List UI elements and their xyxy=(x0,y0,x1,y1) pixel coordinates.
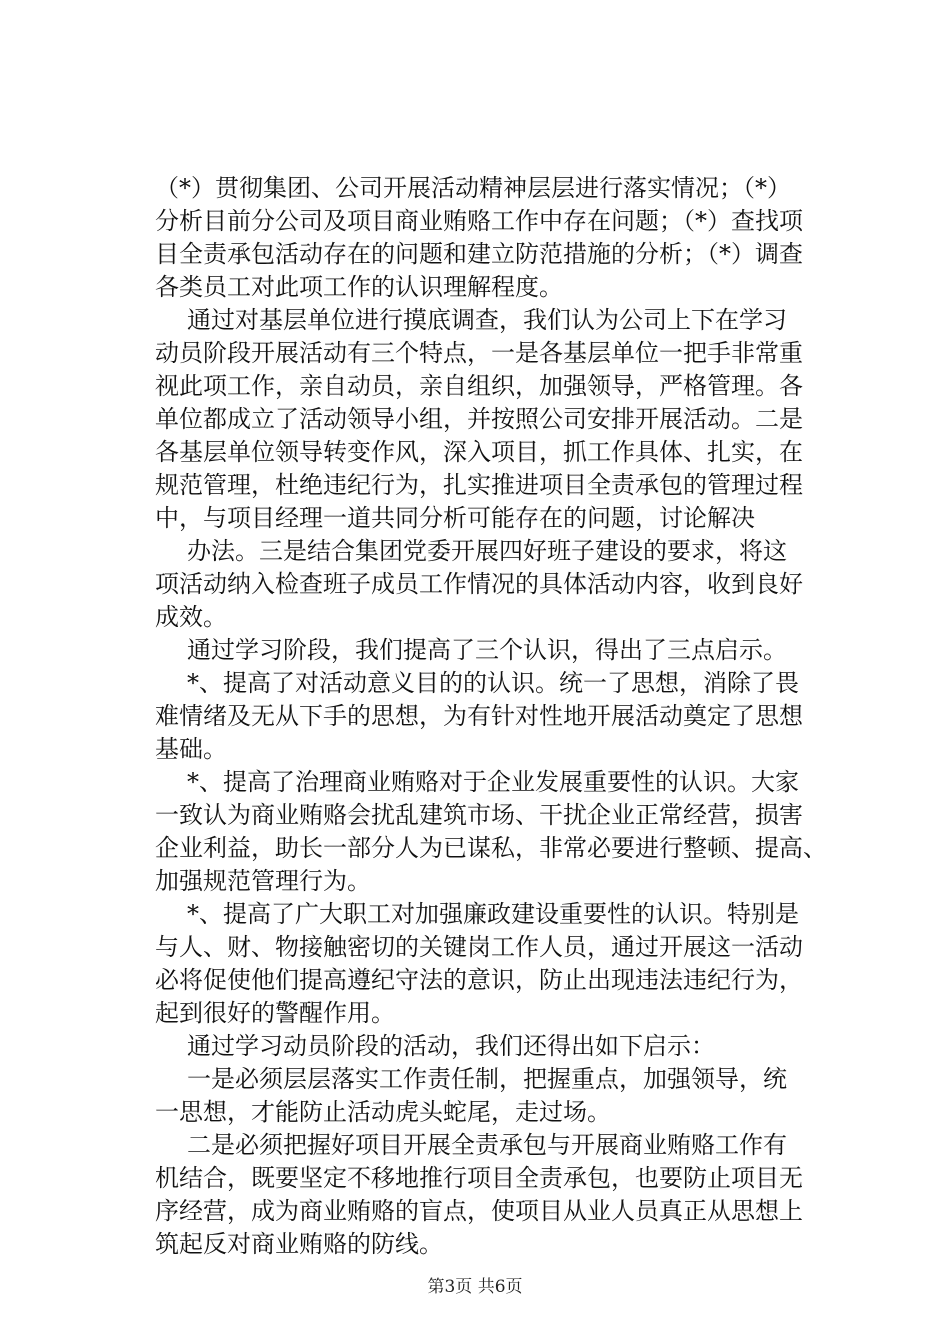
text-line: 单位都成立了活动领导小组，并按照公司安排开展活动。二是 xyxy=(155,405,803,433)
text-line: 加强规范管理行为。 xyxy=(155,867,371,895)
paragraph-7 xyxy=(155,898,855,1030)
text-line: 与人、财、物接触密切的关键岗工作人员，通过开展这一活动 xyxy=(155,933,803,961)
paragraph-10 xyxy=(155,1129,855,1261)
document-body xyxy=(155,172,855,1261)
text-line: *、提高了对活动意义目的的认识。统一了思想，消除了畏 xyxy=(187,669,799,697)
text-line: 一致认为商业贿赂会扰乱建筑市场、干扰企业正常经营，损害 xyxy=(155,801,803,829)
text-line: 必将促使他们提高遵纪守法的意识，防止出现违法违纪行为， xyxy=(155,966,803,994)
page-number: 第3页 共6页 xyxy=(427,1277,523,1297)
paragraph-9 xyxy=(155,1063,855,1129)
text-line: （*）贯彻集团、公司开展活动精神层层进行落实情况；（*） xyxy=(155,174,791,202)
paragraph-2 xyxy=(155,304,855,535)
text-line: 机结合，既要坚定不移地推行项目全责承包，也要防止项目无 xyxy=(155,1164,803,1192)
text-line: 企业利益，助长一部分人为已谋私，非常必要进行整顿、提高、 xyxy=(155,834,827,862)
text-line: 通过对基层单位进行摸底调查，我们认为公司上下在学习 xyxy=(187,306,787,334)
paragraph-3 xyxy=(155,535,855,634)
text-line: 一思想，才能防止活动虎头蛇尾，走过场。 xyxy=(155,1098,611,1126)
page-footer xyxy=(0,1272,950,1297)
paragraph-5 xyxy=(155,667,855,766)
text-line: 通过学习阶段，我们提高了三个认识，得出了三点启示。 xyxy=(187,636,787,664)
text-line: 分析目前分公司及项目商业贿赂工作中存在问题；（*）查找项 xyxy=(155,207,803,235)
text-line: 办法。三是结合集团党委开展四好班子建设的要求，将这 xyxy=(187,537,787,565)
text-line: 二是必须把握好项目开展全责承包与开展商业贿赂工作有 xyxy=(187,1131,787,1159)
text-line: 难情绪及无从下手的思想，为有针对性地开展活动奠定了思想 xyxy=(155,702,803,730)
text-line: *、提高了治理商业贿赂对于企业发展重要性的认识。大家 xyxy=(187,768,799,796)
text-line: 各类员工对此项工作的认识理解程度。 xyxy=(155,273,563,301)
text-line: 起到很好的警醒作用。 xyxy=(155,999,395,1027)
text-line: 通过学习动员阶段的活动，我们还得出如下启示： xyxy=(187,1032,715,1060)
text-line: 成效。 xyxy=(155,603,227,631)
text-line: 基础。 xyxy=(155,735,227,763)
text-line: 中，与项目经理一道共同分析可能存在的问题，讨论解决 xyxy=(155,504,755,532)
paragraph-4 xyxy=(155,634,855,667)
paragraph-6 xyxy=(155,766,855,898)
text-line: 目全责承包活动存在的问题和建立防范措施的分析；（*）调查 xyxy=(155,240,803,268)
text-line: 项活动纳入检查班子成员工作情况的具体活动内容，收到良好 xyxy=(155,570,803,598)
text-line: 规范管理，杜绝违纪行为，扎实推进项目全责承包的管理过程 xyxy=(155,471,803,499)
paragraph-1 xyxy=(155,172,855,304)
text-line: 视此项工作，亲自动员，亲自组织，加强领导，严格管理。各 xyxy=(155,372,803,400)
text-line: 序经营，成为商业贿赂的盲点，使项目从业人员真正从思想上 xyxy=(155,1197,803,1225)
paragraph-8 xyxy=(155,1030,855,1063)
text-line: *、提高了广大职工对加强廉政建设重要性的认识。特别是 xyxy=(187,900,799,928)
text-line: 筑起反对商业贿赂的防线。 xyxy=(155,1230,443,1258)
text-line: 一是必须层层落实工作责任制，把握重点，加强领导，统 xyxy=(187,1065,787,1093)
text-line: 各基层单位领导转变作风，深入项目，抓工作具体、扎实，在 xyxy=(155,438,803,466)
text-line: 动员阶段开展活动有三个特点，一是各基层单位一把手非常重 xyxy=(155,339,803,367)
